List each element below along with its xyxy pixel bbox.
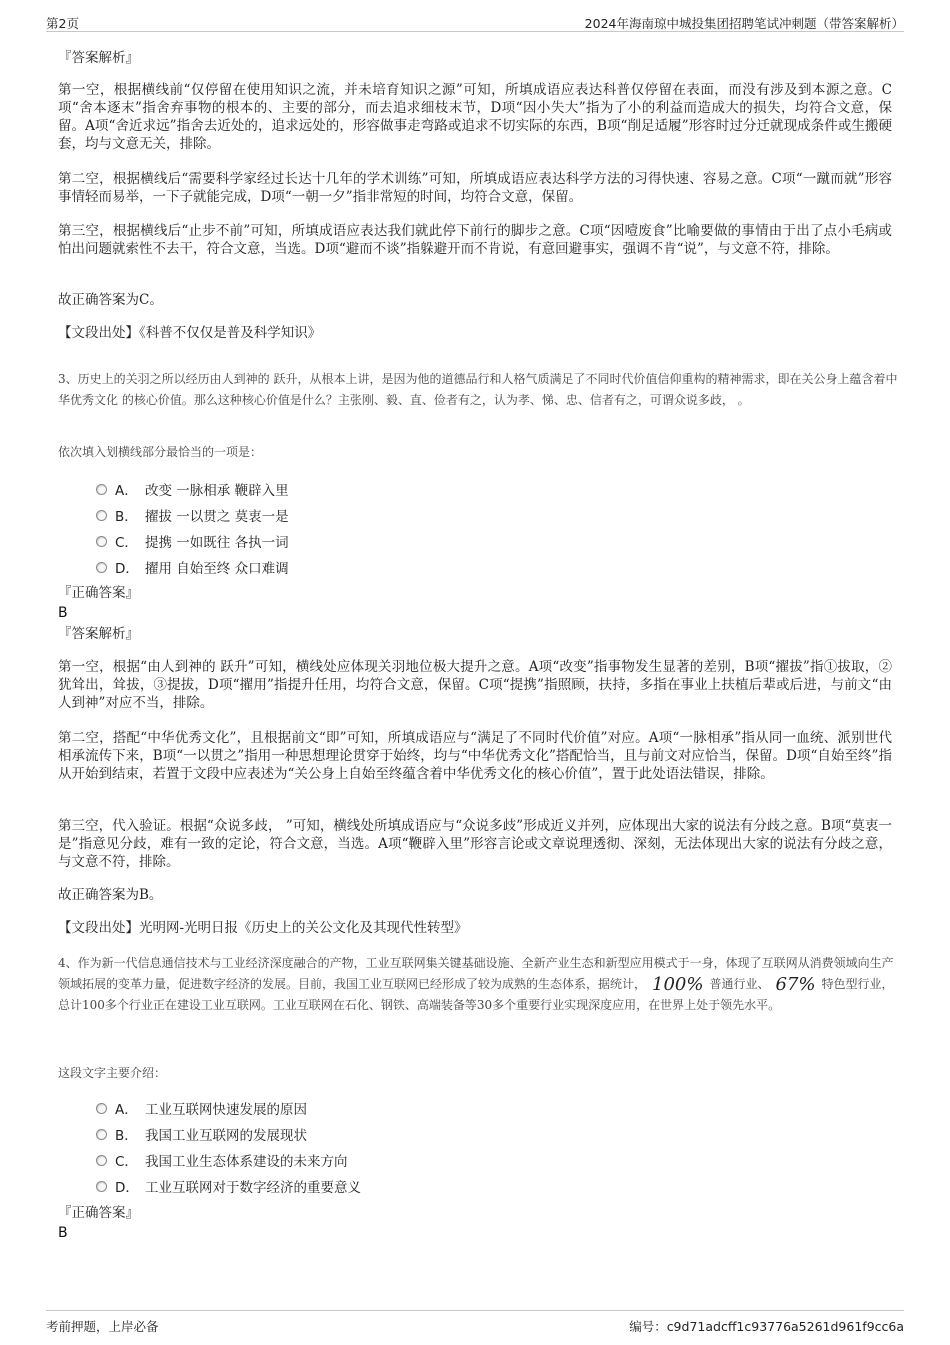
q3-option-a[interactable]: A． 改变 一脉相承 鞭辟入里 [96,478,289,500]
radio-icon[interactable] [96,1129,107,1140]
radio-icon[interactable] [96,562,107,573]
q3-prompt: 依次填入划横线部分最恰当的一项是： [58,445,263,459]
q4-correct-answer: B [58,1225,68,1241]
page-number: 第2页 [46,16,79,31]
q4-option-d[interactable]: D． 工业互联网对于数字经济的重要意义 [96,1175,361,1197]
page-footer [46,1310,904,1338]
q2-source: 【文段出处】《科普不仅仅是普及科学知识》 [58,325,322,341]
q3-option-b[interactable]: B． 擢拔 一以贯之 莫衷一是 [96,504,289,526]
q3-source: 【文段出处】光明网-光明日报《历史上的关公文化及其现代性转型》 [58,920,468,936]
q3-conclusion: 故正确答案为B。 [58,887,163,903]
radio-icon[interactable] [96,484,107,495]
q3-option-d[interactable]: D． 擢用 自始至终 众口难调 [96,556,289,578]
q4-option-b[interactable]: B． 我国工业互联网的发展现状 [96,1123,307,1145]
footer-slogan: 考前押题，上岸必备 [46,1319,159,1334]
q4-prompt: 这段文字主要介绍： [58,1066,167,1080]
percent-67: 67% [775,974,816,995]
q4-option-a[interactable]: A． 工业互联网快速发展的原因 [96,1097,307,1119]
q3-analysis-paragraph-3: 第三空，代入验证。根据“众说多歧， ”可知，横线处所填成语应与“众说多歧”形成近义并列，应体现出大家的说法有分歧之意。B项“莫衷一是”指意见分歧，难有一致的定论，符合文意，当选。A项“鞭辟入里”形容言论或文章说理透彻、深刻，无法体现出大家的说法有分歧之意，与文意不符，排除。 [58,818,892,870]
q2-analysis-label: 『答案解析』 [58,50,139,66]
document-title: 2024年海南琼中城投集团招聘笔试冲刺题（带答案解析） [584,16,904,31]
q2-analysis-paragraph-2: 第二空，根据横线后“需要科学家经过长达十几年的学术训练”可知，所填成语应表达科学方法的习得快速、容易之意。C项“一蹴而就”形容事情轻而易举，一下子就能完成，D项“一朝一夕”指非常短的时间，均符合文意，保留。 [58,171,892,205]
q3-correct-answer: B [58,605,68,621]
q2-analysis-paragraph-1: 第一空，根据横线前“仅停留在使用知识之流，并未培育知识之源”可知，所填成语应表达科普仅停留在表面，而没有涉及到本源之意。C项“舍本逐末”指舍弃事物的根本的、主要的部分，而去追求细枝末节，D项“因小失大”指为了小的利益而造成大的损失，均符合文意，保留。A项“舍近求远”指舍去近处的，追求远处的，形容做事走弯路或追求不切实际的东西，B项“削足适履”形容时过分迁就现成条件或生搬硬套，均与文意无关，排除。 [58,82,892,152]
percent-100: 100% [652,974,704,995]
radio-icon[interactable] [96,1181,107,1192]
radio-icon[interactable] [96,536,107,547]
q3-analysis-paragraph-1: 第一空，根据“由人到神的 跃升”可知，横线处应体现关羽地位极大提升之意。A项“改变”指事物发生显著的差别，B项“擢拔”指①拔取，②犹耸出，耸拔，③提拔，D项“擢用”指提升任用，均符合文意，保留。C项“提携”指照顾，扶持，多指在事业上扶植后辈或后进，与前文“由人到神”对应不当，排除。 [58,659,892,711]
q3-option-c[interactable]: C． 提携 一如既往 各执一词 [96,530,289,552]
radio-icon[interactable] [96,1103,107,1114]
q2-analysis-paragraph-3: 第三空，根据横线后“止步不前”可知，所填成语应表达我们就此停下前行的脚步之意。C项“因噎废食”比喻要做的事情由于出了点小毛病或怕出问题就索性不去干，符合文意，当选。D项“避而不谈”指躲避开而不肯说，有意回避事实，强调不肯“说”，与文意不符，排除。 [58,223,892,257]
q3-question-text: 3、历史上的关羽之所以经历由人到神的 跃升，从根本上讲，是因为他的道德品行和人格气质满足了不同时代价值信仰重构的精神需求，即在关公身上蕴含着中华优秀文化 的核心价值。那么这种核心价值是什么？主张刚、毅、直、俭者有之，认为孝、悌、忠、信者有之，可谓众说多歧， 。 [58,372,898,407]
document-code: 编号：c9d71adcff1c93776a5261d961f9cc6a [629,1319,904,1334]
radio-icon[interactable] [96,510,107,521]
radio-icon[interactable] [96,1155,107,1166]
q4-question-text: 4、作为新一代信息通信技术与工业经济深度融合的产物，工业互联网集关键基础设施、全新产业生态和新型应用模式于一身，体现了互联网从消费领域向生产领域拓展的变革力量，促进数字经济的发展。目前，我国工业互联网已经形成了较为成熟的生态体系，据统计， 100% 普通行业、 67% 特色型行业，总计100多个行业正在建设工业互联网。工业互联网在石化、钢铁、高端装备等30多个重要行业实现深度应用，在世界上处于领先水平。 [58,956,894,1012]
q3-analysis-paragraph-2: 第二空，搭配“中华优秀文化”，且根据前文“即”可知，所填成语应与“满足了不同时代价值”对应。A项“一脉相承”指从同一血统、派别世代相承流传下来，B项“一以贯之”指用一种思想理论贯穿于始终，均与“中华优秀文化”搭配恰当，且与前文对应恰当，保留。D项“自始至终”指从开始到结束，若置于文段中应表述为“关公身上自始至终蕴含着中华优秀文化的核心价值”，置于此处语法错误，排除。 [58,730,892,782]
q3-analysis-label: 『答案解析』 [58,626,139,642]
q4-correct-label: 『正确答案』 [58,1205,139,1221]
q2-conclusion: 故正确答案为C。 [58,292,163,308]
q3-correct-label: 『正确答案』 [58,585,139,601]
page-header [46,10,904,32]
q4-option-c[interactable]: C． 我国工业生态体系建设的未来方向 [96,1149,348,1171]
